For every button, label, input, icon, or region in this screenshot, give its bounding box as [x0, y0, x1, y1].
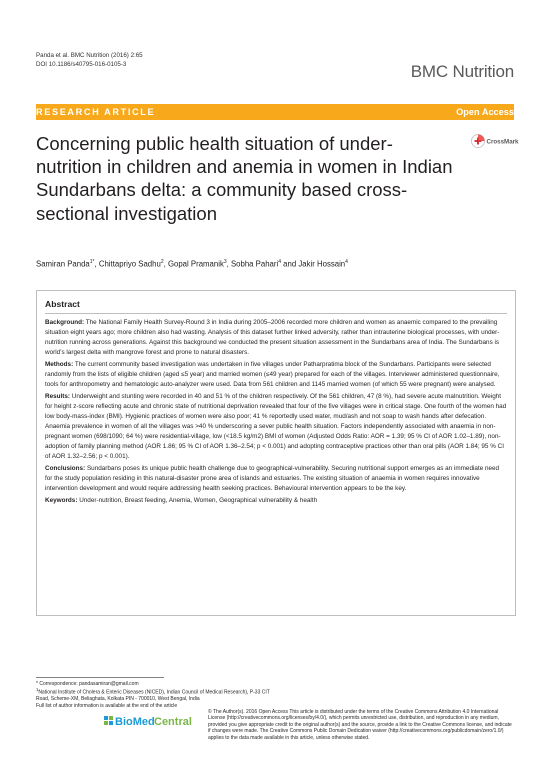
section-text: The National Family Health Survey-Round 3 in India during 2005–2006 recorded more children and women as anaemic compared to the prevailing situation eight years ago; more children also had wasting. Analysis of this dataset further linked adversity, rather than intrauterine biological processes, with under-nutrition running across generations. Against this background we conducted the present situation assessment in the Sundarbans area of India. The Sundarbans is world’s largest delta with mangrove forest and prone to natural disasters. [45, 319, 500, 356]
biomed-central-logo [104, 713, 194, 729]
author-name[interactable]: Samiran Panda [36, 259, 90, 269]
section-text: The current community based investigation was undertaken in five villages under Patharpratima block of the Sundarbans. Participants were selected randomly from the lists of eligible children (aged ≤5 year) and married women (≤49 year) prepared for each of the villages. Interviewer administered questionnaire, tools for anthropometry and hematologic auto-analyzer were used. Data from 561 children and 1145 married women (of which 55 were pregnant) were analysed. [45, 361, 500, 388]
abstract-keywords [45, 496, 507, 506]
article-title: Concerning public health situation of under-nutrition in children and anemia in women in Indian Sundarbans delta: a community based cross-sectional investigation [36, 133, 453, 224]
crossmark-icon[interactable] [471, 133, 519, 149]
author-affiliation: 3 [223, 259, 227, 265]
crossmark-label: CrossMark [486, 138, 519, 146]
section-label: Background: [45, 319, 85, 326]
abstract-heading: Abstract [45, 299, 80, 309]
author-affiliation: 2 [160, 259, 164, 265]
author-name[interactable]: Jakir Hossain [298, 259, 346, 269]
section-text: Under-nutrition, Breast feeding, Anemia, Women, Geographical vulnerability & health [77, 497, 318, 504]
affiliation-text: National Institute of Cholera & Enteric Diseases (NICED), Indian Council of Medical Research), P-33 CIT Road, Scheme-XM, Beliaghata, Kolkata PIN - 700010, West Bengal, India [36, 690, 270, 703]
author-affiliation: 4 [278, 259, 281, 265]
section-label: Keywords: [45, 497, 78, 504]
abstract-box [36, 290, 516, 616]
open-access-label: Open Access [456, 107, 514, 117]
correspondence-email[interactable]: * Correspondence: pandasamiran@gmail.com [36, 681, 139, 687]
section-label: Methods: [45, 361, 74, 368]
abstract-background [45, 318, 507, 358]
affiliation-note [36, 687, 276, 702]
abstract-divider [45, 313, 507, 314]
author-separator: , [163, 259, 168, 269]
journal-name: BMC Nutrition [410, 62, 514, 81]
section-label: Results: [45, 393, 71, 400]
citation-line-1: Panda et al. BMC Nutrition (2016) 2:65 [36, 52, 143, 59]
logo-part-2: Central [154, 716, 192, 728]
section-label: Conclusions: [45, 465, 86, 472]
abstract-methods [45, 360, 507, 390]
citation [36, 52, 143, 69]
author-affiliation: 4 [345, 259, 348, 265]
logo-part-1: BioMed [115, 716, 155, 728]
author-list [36, 259, 516, 269]
license-text: © The Author(s). 2016 Open Access This article is distributed under the terms of the Creative Commons Attribution 4.0 International License (http://creativecommons.org/licenses/by/4.0/), which permits unrestricted use, distribution, and reproduction in any medium, provided you give appropriate credit to the original author(s) and the source, provide a link to the Creative Commons license, and indicate if changes were made. The Creative Commons Public Domain Dedication waiver (http://creativecommons.org/publicdomain/zero/1.0/) applies to the data made available in this article, unless otherwise stated. [208, 709, 512, 741]
abstract-results [45, 392, 507, 462]
author-separator: and [281, 259, 299, 269]
article-type-banner [36, 104, 514, 120]
abstract-body [45, 318, 507, 508]
footnote-divider [36, 677, 164, 678]
footnotes [36, 681, 276, 709]
doi-line[interactable]: DOI 10.1186/s40795-016-0105-3 [36, 60, 127, 68]
section-text: Underweight and stunting were recorded in 40 and 51 % of the children respectively. Of the 561 children, 47 (8 %), had severe acute malnutrition. Weight for height z-score reflecting acute and chronic state of nutritional deprivation revealed that four of the five villages were in critical stage. One fourth of the women had low body-mass-index (BMI). Hygienic practices of women were also poor; 41 % reportedly used water, mud/ash and not soap to wash hands after defecation. Anaemia prevalence in women of all the villages was >40 % underscoring a sever public health situation. Factors independently associated with anaemia in non-pregnant women (698/1090; 64 %) were residential-village, low (<18.5 kg/m2) BMI of women (Adjusted Odds Ratio: AOR = 1.39; 95 % CI of AOR 1.02–1.89), non-adoption of family planning method (AOR 1.86; 95 % CI of AOR 1.36–2.54; p < 0.001) and adopting contraceptive practices other than oral pills (AOR 1.84; 95 % CI of AOR 1.32–2.56; p < 0.001). [45, 393, 507, 460]
article-type-label: RESEARCH ARTICLE [36, 107, 156, 117]
author-name[interactable]: Gopal Pramanik [167, 259, 224, 269]
author-separator: , [94, 259, 99, 269]
affiliation-number: 1 [36, 687, 39, 693]
biomed-central-mark-icon [104, 716, 113, 725]
author-name[interactable]: Chittapriyo Sadhu [98, 259, 161, 269]
abstract-conclusions [45, 464, 507, 494]
section-text: Sundarbans poses its unique public health challenge due to geographical-vulnerability. Securing nutritional support emerges as an immediate need for the study population residing in this natural-disaster prone area of islands and estuaries. The existing situation of anaemia in women requires innovative intervention development and would require addressing health seeking practices. Behavioural intervention appears to be the key. [45, 465, 500, 492]
author-separator: , [226, 259, 231, 269]
author-name[interactable]: Sobha Pahari [230, 259, 279, 269]
author-affiliation: 1* [89, 259, 95, 265]
author-info-note: Full list of author information is available at the end of the article [36, 702, 178, 709]
